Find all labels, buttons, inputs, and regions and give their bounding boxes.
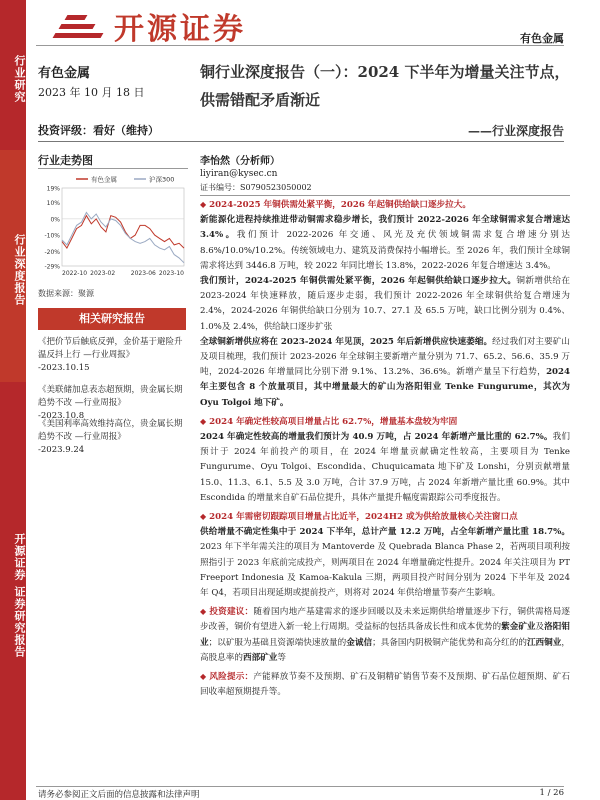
related-item-title: 《美联储加息表态超预期，贵金属长期趋势不改 —行业周报》 — [38, 385, 183, 408]
title-line-2: 供需错配矛盾渐近 — [200, 91, 321, 109]
sidebar-block-report-type: 行业深度报告 — [0, 150, 26, 382]
paragraph-text: ；以矿服为基础且资源端快速放量的 — [208, 637, 347, 648]
paragraph-lead: 我们预计，2024-2025 年铜供需处紧平衡，2026 年起铜供给缺口逐步拉大。 — [200, 276, 517, 287]
paragraph-text: ；具备国内阴极铜产能优势和高分红的的 — [372, 637, 527, 648]
related-research-header: 相关研究报告 — [38, 308, 186, 330]
related-item-title: 《把价节后触底反弹，金价基于避险升温反抖上行 —行业周报》 — [38, 337, 183, 360]
related-item-title: 《美国利率高效维持高位，贵金属长期趋势不改 —行业周报》 — [38, 419, 183, 442]
y-tick-label: -29% — [44, 263, 60, 271]
analyst-cert: 证书编号：S0790523050002 — [200, 183, 312, 192]
industry-name: 有色金属 — [38, 66, 91, 81]
sidebar-block-firm: 开源证券 证券研究报告 — [0, 382, 26, 800]
x-tick-label: 2023-06 — [130, 270, 156, 277]
related-item-3[interactable] — [38, 418, 188, 457]
series-line-1 — [62, 216, 184, 249]
related-item-date: -2023.9.24 — [38, 445, 85, 455]
y-tick-label: -10% — [44, 232, 60, 240]
paragraph-text: 我们预计 2022-2026 年交通、风光及充伏领域铜需求复合增速分别达 8.6%/10.0%/10.2%。传统领域电力、建筑及消费保持小幅增长。至 2026 年，我们预计全球铜需求将达到 3446.8 万吨，较 2022 年同比增长 13.8%，2022-2026 年复合增速达 3.4%。 — [200, 230, 570, 271]
analyst-email[interactable]: liyiran@kysec.cn — [200, 169, 278, 179]
legend-label: 沪深300 — [149, 175, 175, 184]
header-divider — [36, 45, 564, 46]
paragraph-lead: 供给增量不确定性集中于 2024 下半年，总计产量 12.2 万吨，占全年新增产量比重 18.7%。 — [200, 527, 570, 538]
x-tick-label: 2023-02 — [90, 270, 116, 277]
firm-logo — [52, 4, 246, 48]
bullet-diamond-icon: ◆ — [200, 672, 207, 682]
title-line-1: 铜行业深度报告（一）：2024 下半年为增量关注节点， — [200, 63, 570, 81]
stock-name: 金诚信 — [346, 637, 373, 648]
paragraph-lead: 新能源化进程持续推进带动铜需求稳步增长，我们预计 2022-2026 年全球铜需求复合增速达 3.4%。 — [200, 215, 570, 241]
investment-advice-label: 投资建议： — [209, 607, 254, 618]
report-title — [200, 58, 570, 114]
section-heading-2: 2024 年确定性较高项目增量占比 62.7%，增量基本盘较为牢固 — [209, 416, 458, 427]
bullet-diamond-icon: ◆ — [200, 607, 207, 617]
bullet-diamond-icon: ◆ — [200, 200, 207, 209]
investment-rating: 投资评级：看好（维持） — [38, 124, 159, 137]
bullet-diamond-icon: ◆ — [200, 512, 207, 522]
logo-text: 开源证券 — [114, 12, 246, 47]
logo-mark-icon — [52, 9, 108, 43]
stock-name: 洛阳钼业 — [200, 622, 570, 648]
industry-trend-chart — [36, 172, 188, 284]
chart-source: 数据来源：聚源 — [38, 289, 94, 298]
paragraph-text: 及 — [535, 622, 545, 633]
author-divider — [200, 195, 570, 196]
report-type: ——行业深度报告 — [467, 124, 564, 138]
footer-disclaimer[interactable]: 请务必参阅正文后面的信息披露和法律声明 — [38, 790, 200, 800]
sidebar-block-research: 行业研究 — [0, 0, 26, 150]
series-line-2 — [62, 212, 184, 262]
paragraph-text: 铜新增供给在 2023-2024 年快速释放，随后逐步走弱，我们预计 2022-2026 年全球铜供给复合增速为 2.4%，2024-2026 年铜供给缺口分别为 10.7、27.1 及 65.5 万吨，缺口比例分别为 0.4%、1.0%及 2.4%，供给缺口逐步扩张 — [200, 276, 570, 332]
legend-label: 有色金属 — [91, 175, 117, 184]
related-item-date: -2023.10.15 — [38, 363, 90, 373]
stock-name: 西部矿业 — [242, 652, 278, 663]
stock-name: 紫金矿业 — [501, 622, 536, 633]
x-tick-label: 2022-10 — [62, 270, 88, 277]
paragraph-text: 产能释放节奏不及预期、矿石及铜精矿销售节奏不及预期、矿石品位超预期、矿石回收率超预期提升等。 — [200, 672, 570, 698]
paragraph-text: 随着国内地产基建需求的逐步回暖以及未来远期供给增量逐步下行，铜供需格局逐步改善，铜价有望进入新一轮上行周期。受益标的包括具备成长性和成本优势的 — [200, 607, 570, 633]
title-divider — [38, 141, 564, 142]
paragraph-text: ，高股息率的 — [200, 637, 570, 663]
stock-name: 江西铜业 — [526, 637, 562, 648]
paragraph-text: 等 — [277, 652, 286, 663]
header-section: 有色金属 — [520, 32, 564, 45]
y-tick-label: 0% — [50, 216, 60, 224]
paragraph-lead: 2024 年确定性较高的增量我们预计为 40.9 万吨，占 2024 年新增产量比重的 62.7%。 — [200, 432, 553, 443]
paragraph-text: 我们预计于 2024 年前投产的项目，在 2024 年增量贡献确定性较高，主要项目为 Tenke Fungurume、Oyu Tolgoi、Escondida、Chuquicamata 地下矿及 Lonshi，分别贡献增量 15.0、11.3、6.1、5.5 及 3.0 万吨，合计 37.9 万吨，占 2024 年新增产量比重 60.9%。其中 Escondida 的增量来自矿石品位提升，具体产量提升幅度需跟踪公司季度报告。 — [200, 432, 570, 503]
bullet-diamond-icon: ◆ — [200, 416, 207, 426]
risk-warning-label: 风险提示： — [209, 672, 254, 683]
analyst-name: 李怡然（分析师） — [200, 156, 280, 167]
paragraph-lead: 全球铜新增供应将在 2023-2024 年见顶，2025 年后新增供应快速萎缩。 — [200, 336, 493, 347]
report-body — [200, 197, 570, 701]
report-date: 2023 年 10 月 18 日 — [38, 86, 145, 99]
y-tick-label: 10% — [46, 200, 60, 208]
x-tick-label: 2023-10 — [158, 270, 184, 277]
section-heading-3: 2024 年需密切跟踪项目增量占比近半，2024H2 或为供给放量核心关注窗口点 — [209, 512, 518, 523]
related-item-date: -2023.10.8 — [38, 411, 85, 421]
trend-title: 行业走势图 — [38, 154, 93, 167]
section-heading-1: 2024-2025 年铜供需处紧平衡，2026 年起铜供给缺口逐步拉大。 — [209, 200, 471, 210]
y-tick-label: -20% — [44, 248, 60, 256]
footer-divider — [36, 786, 564, 787]
y-tick-label: 19% — [46, 185, 60, 193]
paragraph-tail: 2024 年主要包含 8 个放量项目，其中增量最大的矿山为洛阳钼业 Tenke Fungurume，其次为 Oyu Tolgoi 地下矿。 — [200, 367, 570, 408]
paragraph-text: 2023 年下半年需关注的项目为 Mantoverde 及 Quebrada Blanca Phase 2，若两项目项利按照指引于 2023 年底前完成投产，则两项目在 2024 年增量确定性提升。2024 年关注项目为 PT Freeport Indonesia 及 Kamoa-Kakula 三期，两项目投产时间分别为 2024 下半年及 2024 年 Q4，若项目出现延期或提前投产，则将对 2024 年供给增量节奏产生影响。 — [200, 542, 570, 599]
trend-divider — [38, 168, 188, 169]
page-number: 1 / 26 — [539, 788, 564, 798]
paragraph-text: 经过我们对主要矿山及项目梳理，我们预计 2023-2026 年全球铜主要新增产量分别为 71.7、65.2、56.6、35.9 万吨，2024-2026 年增量同比分别下滑 9.1%、13.2%、36.6%。新增产量呈下行趋势， — [200, 336, 570, 378]
related-item-1[interactable] — [38, 336, 188, 375]
